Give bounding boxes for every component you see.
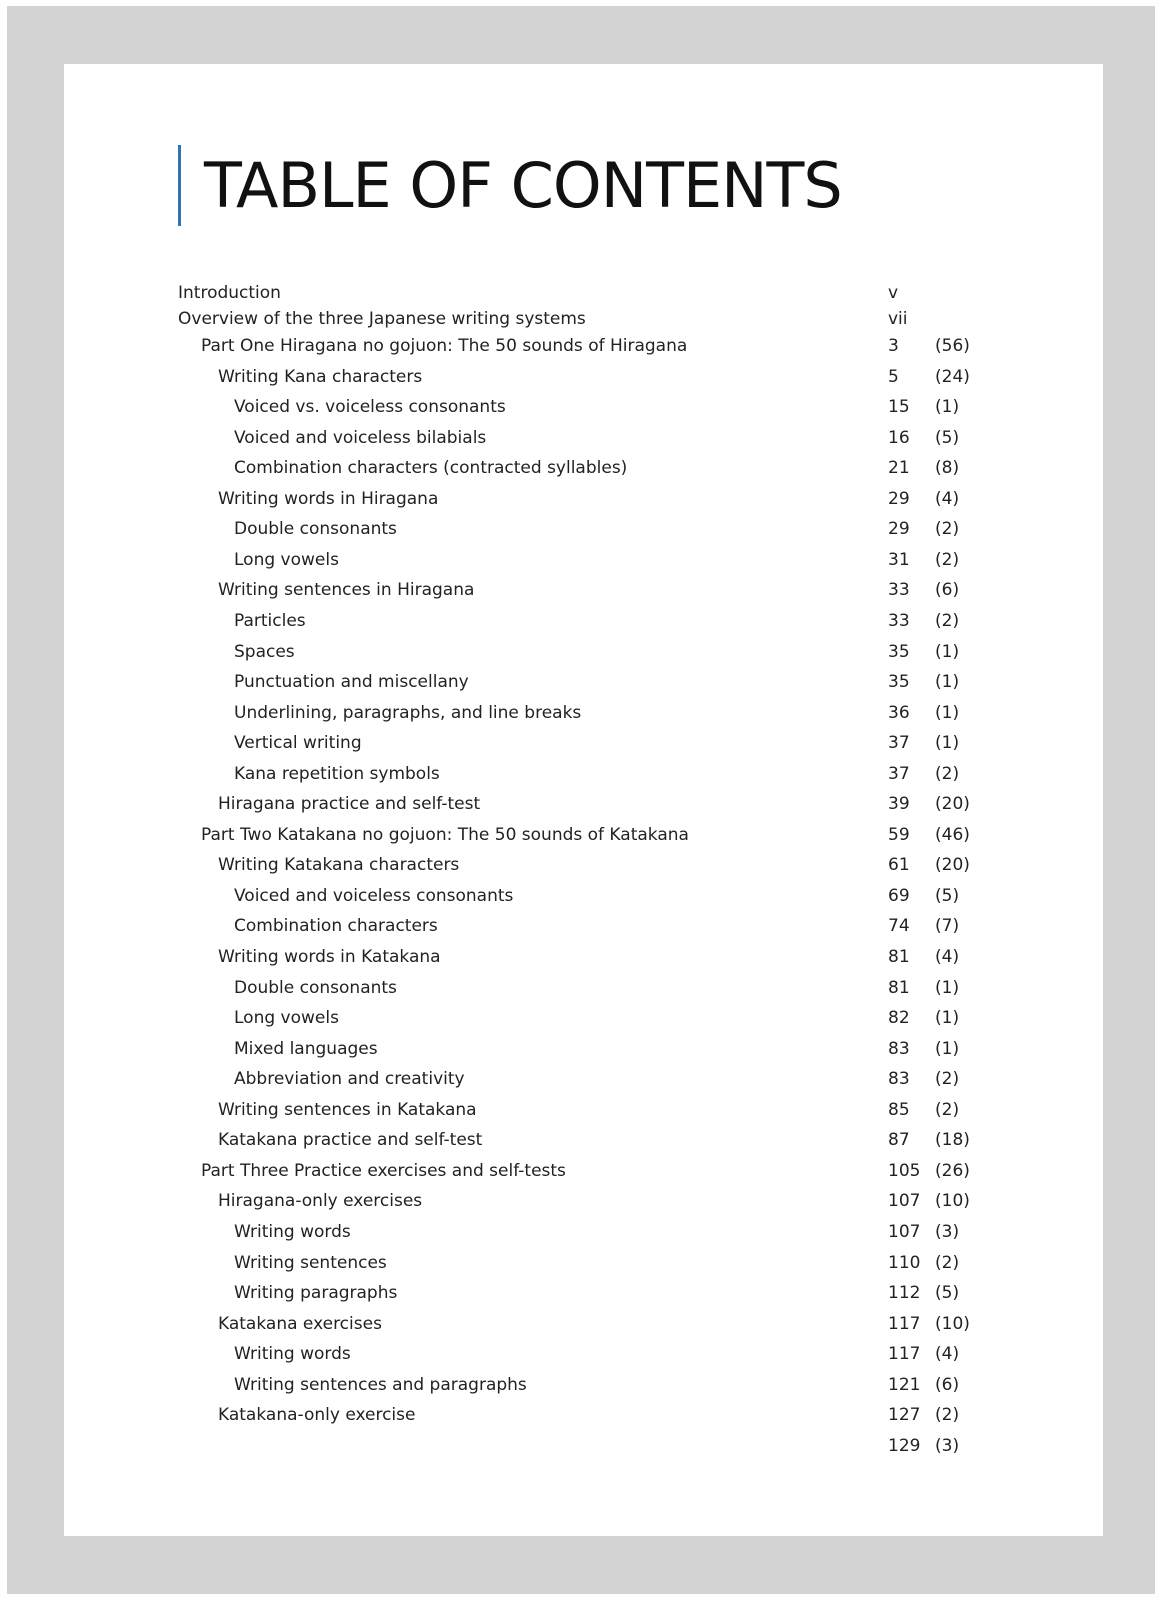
toc-entry-count: (4) [935, 1344, 960, 1364]
toc-entry[interactable] [64, 638, 1103, 666]
toc-entry-title: Katakana practice and self-test [218, 1130, 483, 1150]
toc-entry-page: 59 [888, 825, 910, 845]
toc-entry-count: (5) [935, 886, 960, 906]
toc-entry[interactable] [64, 699, 1103, 727]
toc-entry-page: 107 [888, 1191, 921, 1211]
toc-entry-count: (56) [935, 336, 970, 356]
toc-entry-page: 82 [888, 1008, 910, 1028]
toc-entry[interactable] [64, 912, 1103, 940]
toc-entry-page: 33 [888, 611, 910, 631]
toc-entry-title: Double consonants [234, 519, 397, 539]
toc-entry-title: Writing words in Katakana [218, 947, 441, 967]
toc-entry-count: (46) [935, 825, 970, 845]
toc-entry-title: Writing sentences in Katakana [218, 1100, 477, 1120]
toc-entry-title: Spaces [234, 642, 295, 662]
toc-entry-title: Voiced vs. voiceless consonants [234, 397, 506, 417]
toc-entry-count: (6) [935, 580, 960, 600]
toc-entry-page: 5 [888, 367, 899, 387]
toc-entry[interactable] [64, 1218, 1103, 1246]
toc-entry-title: Writing words in Hiragana [218, 489, 439, 509]
toc-entry[interactable] [64, 1249, 1103, 1277]
toc-entry-page: 31 [888, 550, 910, 570]
toc-entry-page: 81 [888, 947, 910, 967]
table-of-contents [64, 279, 1103, 1536]
toc-entry-page: 35 [888, 672, 910, 692]
title-accent-bar [178, 145, 181, 226]
toc-entry-title: Part Three Practice exercises and self-tests [201, 1161, 566, 1181]
toc-entry[interactable] [64, 974, 1103, 1002]
toc-entry-title: Long vowels [234, 550, 339, 570]
toc-entry-title: Voiced and voiceless consonants [234, 886, 514, 906]
toc-entry-count: (1) [935, 672, 960, 692]
toc-entry-title: Voiced and voiceless bilabials [234, 428, 487, 448]
toc-entry-count: (4) [935, 947, 960, 967]
toc-entry[interactable] [64, 1187, 1103, 1215]
toc-entry-page: vii [888, 309, 908, 329]
toc-entry-count: (2) [935, 1100, 960, 1120]
toc-entry-count: (24) [935, 367, 970, 387]
toc-entry-title: Hiragana-only exercises [218, 1191, 423, 1211]
toc-entry-count: (2) [935, 764, 960, 784]
toc-entry-count: (10) [935, 1314, 970, 1334]
toc-entry-count: (18) [935, 1130, 970, 1150]
toc-entry-title: Double consonants [234, 978, 397, 998]
toc-entry-page: 85 [888, 1100, 910, 1120]
toc-entry[interactable] [64, 279, 1103, 307]
toc-entry-count: (2) [935, 1253, 960, 1273]
toc-entry[interactable] [64, 576, 1103, 604]
toc-entry-page: 107 [888, 1222, 921, 1242]
toc-entry-title: Part Two Katakana no gojuon: The 50 sounds of Katakana [201, 825, 689, 845]
toc-entry-page: 29 [888, 489, 910, 509]
toc-entry-count: (3) [935, 1222, 960, 1242]
toc-entry-count: (6) [935, 1375, 960, 1395]
toc-entry-page: 87 [888, 1130, 910, 1150]
toc-entry-page: 33 [888, 580, 910, 600]
toc-entry-page: 105 [888, 1161, 921, 1181]
toc-entry-title: Particles [234, 611, 306, 631]
toc-entry-page: 110 [888, 1253, 921, 1273]
toc-entry[interactable] [64, 851, 1103, 879]
toc-entry[interactable] [64, 363, 1103, 391]
toc-entry[interactable] [64, 943, 1103, 971]
toc-entry[interactable] [64, 1004, 1103, 1032]
toc-entry-title: Hiragana practice and self-test [218, 794, 481, 814]
toc-entry-page: 117 [888, 1314, 921, 1334]
toc-entry-page: 117 [888, 1344, 921, 1364]
toc-entry[interactable] [64, 515, 1103, 543]
toc-entry-title: Katakana-only exercise [218, 1405, 416, 1425]
toc-entry-count: (2) [935, 550, 960, 570]
toc-entry[interactable] [64, 305, 1103, 333]
toc-entry-title: Mixed languages [234, 1039, 378, 1059]
toc-entry[interactable] [64, 1401, 1103, 1429]
toc-entry-title: Writing sentences in Hiragana [218, 580, 475, 600]
toc-entry-page: 69 [888, 886, 910, 906]
toc-entry-title: Combination characters (contracted syllables) [234, 458, 628, 478]
toc-entry[interactable] [64, 821, 1103, 849]
toc-entry-page: 21 [888, 458, 910, 478]
toc-entry[interactable] [64, 424, 1103, 452]
toc-entry[interactable] [64, 1126, 1103, 1154]
toc-entry-count: (10) [935, 1191, 970, 1211]
toc-entry-title: Kana repetition symbols [234, 764, 440, 784]
toc-entry-page: 83 [888, 1039, 910, 1059]
toc-entry-title: Underlining, paragraphs, and line breaks [234, 703, 582, 723]
toc-entry[interactable] [64, 546, 1103, 574]
toc-entry-count: (1) [935, 978, 960, 998]
toc-entry-title: Writing sentences [234, 1253, 387, 1273]
toc-entry-count: (1) [935, 733, 960, 753]
toc-entry[interactable] [64, 1035, 1103, 1063]
toc-entry[interactable] [64, 454, 1103, 482]
toc-entry[interactable] [64, 882, 1103, 910]
toc-entry-count: (20) [935, 794, 970, 814]
toc-entry-count: (5) [935, 1283, 960, 1303]
toc-entry-page: 35 [888, 642, 910, 662]
toc-entry-title: Abbreviation and creativity [234, 1069, 465, 1089]
title-block [178, 145, 842, 226]
toc-entry-count: (7) [935, 916, 960, 936]
toc-entry-title: Writing Katakana characters [218, 855, 460, 875]
toc-entry-page: 39 [888, 794, 910, 814]
toc-entry-page: 81 [888, 978, 910, 998]
toc-entry-count: (2) [935, 1405, 960, 1425]
toc-entry[interactable] [64, 485, 1103, 513]
toc-entry-page: 15 [888, 397, 910, 417]
toc-entry[interactable] [64, 1157, 1103, 1185]
toc-entry-count: (1) [935, 1039, 960, 1059]
toc-entry-page: 83 [888, 1069, 910, 1089]
toc-entry-title: Punctuation and miscellany [234, 672, 469, 692]
toc-entry-title: Writing sentences and paragraphs [234, 1375, 527, 1395]
toc-entry-page: 29 [888, 519, 910, 539]
toc-entry[interactable] [64, 760, 1103, 788]
toc-entry-page: 16 [888, 428, 910, 448]
toc-entry-title: Combination characters [234, 916, 438, 936]
toc-entry-title: Writing words [234, 1344, 351, 1364]
toc-entry-page: 74 [888, 916, 910, 936]
toc-entry-page: 127 [888, 1405, 921, 1425]
document-page [64, 64, 1103, 1536]
toc-entry[interactable] [64, 1279, 1103, 1307]
toc-entry[interactable] [64, 1371, 1103, 1399]
toc-entry-page: 61 [888, 855, 910, 875]
toc-entry-title: Katakana exercises [218, 1314, 382, 1334]
toc-entry[interactable] [64, 729, 1103, 757]
toc-entry-count: (2) [935, 519, 960, 539]
toc-list [64, 279, 1103, 1531]
toc-entry-count: (26) [935, 1161, 970, 1181]
toc-entry-count: (4) [935, 489, 960, 509]
toc-entry-page: 3 [888, 336, 899, 356]
toc-entry-title: Introduction [178, 283, 281, 303]
toc-entry-count: (2) [935, 1069, 960, 1089]
toc-entry-title: Writing paragraphs [234, 1283, 398, 1303]
toc-entry-title: Vertical writing [234, 733, 362, 753]
toc-entry-count: (20) [935, 855, 970, 875]
toc-entry-page: 36 [888, 703, 910, 723]
toc-entry-page: 37 [888, 733, 910, 753]
toc-entry-page: 129 [888, 1436, 921, 1456]
toc-entry[interactable] [64, 790, 1103, 818]
toc-entry[interactable] [64, 1310, 1103, 1338]
toc-entry-count: (1) [935, 703, 960, 723]
toc-entry[interactable] [64, 393, 1103, 421]
toc-entry-title: Part One Hiragana no gojuon: The 50 sounds of Hiragana [201, 336, 688, 356]
toc-entry-count: (1) [935, 642, 960, 662]
toc-entry-title: Writing words [234, 1222, 351, 1242]
toc-entry[interactable] [64, 1065, 1103, 1093]
toc-entry[interactable] [64, 332, 1103, 360]
page-title: TABLE OF CONTENTS [204, 149, 842, 222]
toc-entry[interactable] [64, 1340, 1103, 1368]
toc-entry-count: (1) [935, 1008, 960, 1028]
toc-entry-count: (1) [935, 397, 960, 417]
toc-entry-count: (2) [935, 611, 960, 631]
toc-entry-page: 121 [888, 1375, 921, 1395]
toc-entry-page: 37 [888, 764, 910, 784]
toc-entry-title: Overview of the three Japanese writing systems [178, 309, 586, 329]
toc-entry-title: Long vowels [234, 1008, 339, 1028]
toc-entry-count: (3) [935, 1436, 960, 1456]
toc-entry-title: Writing Kana characters [218, 367, 423, 387]
toc-entry-count: (8) [935, 458, 960, 478]
toc-entry-page: v [888, 283, 899, 303]
toc-entry[interactable] [64, 1096, 1103, 1124]
toc-entry-page: 112 [888, 1283, 921, 1303]
toc-entry[interactable] [64, 607, 1103, 635]
toc-entry-count: (5) [935, 428, 960, 448]
toc-entry[interactable] [64, 668, 1103, 696]
toc-entry[interactable] [64, 1432, 1103, 1460]
